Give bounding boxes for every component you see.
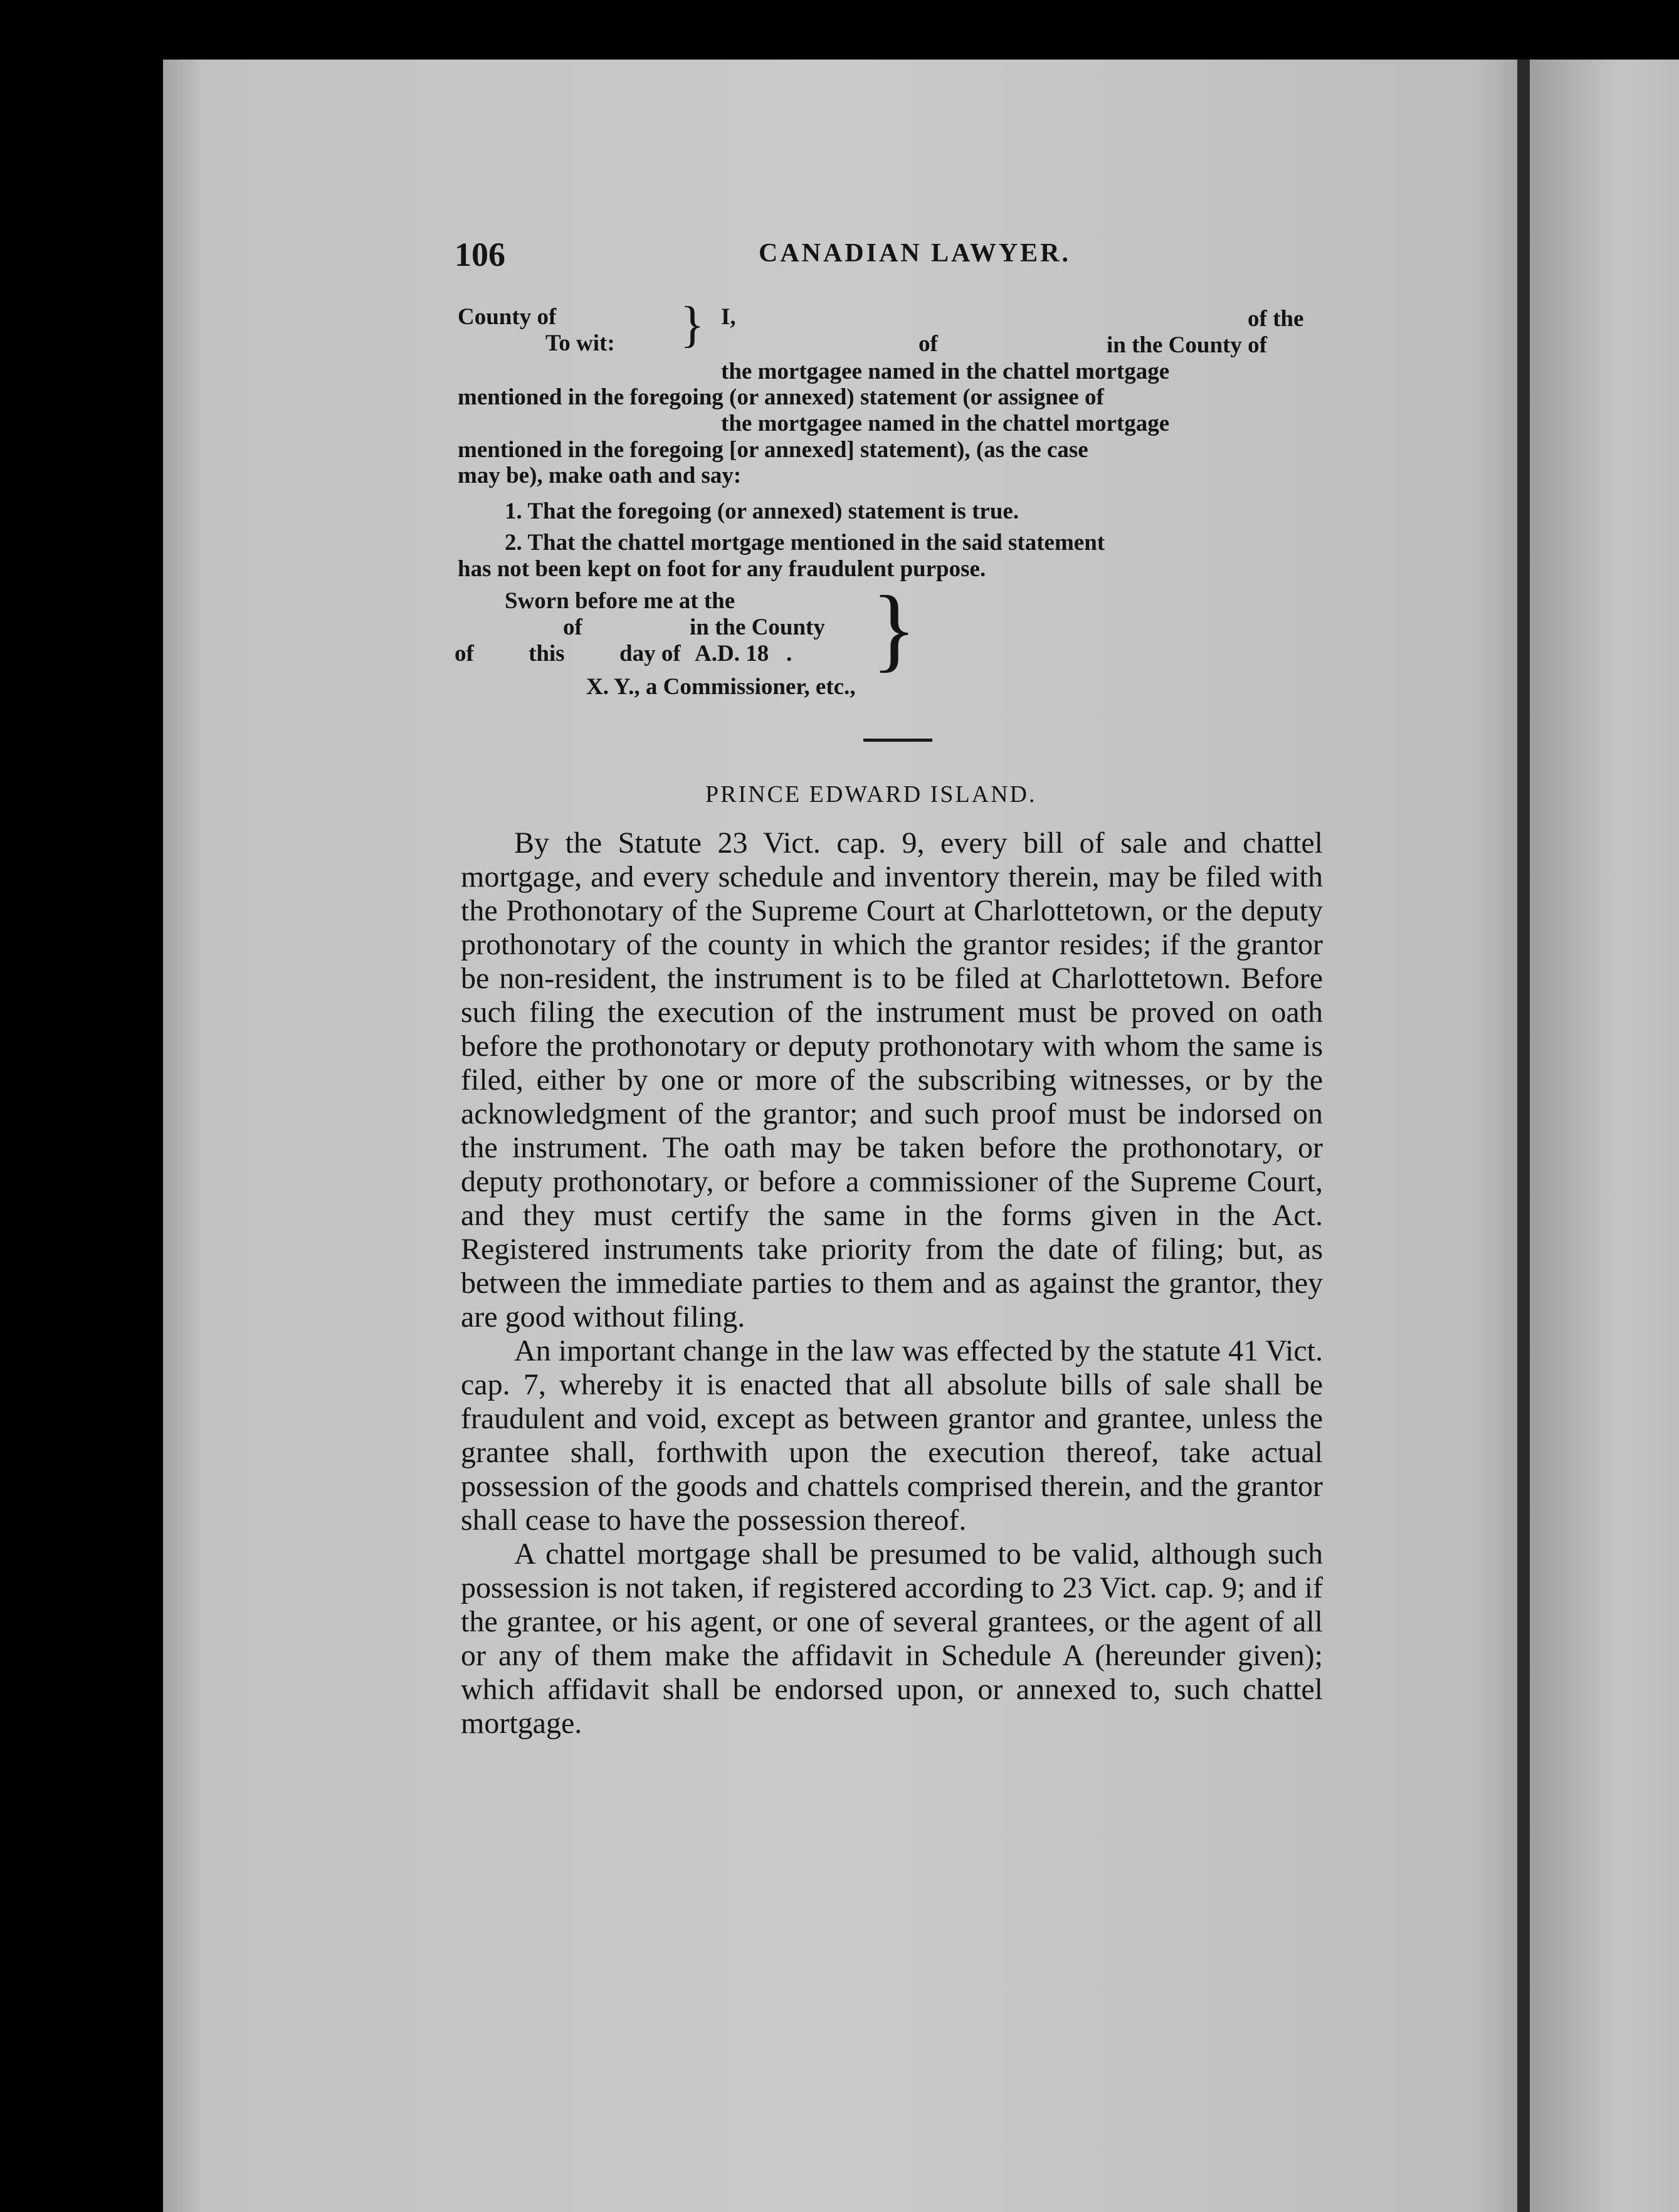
form-in-county-of: in the County of (1107, 332, 1267, 358)
jurat-ad: A.D. 18 . (695, 641, 792, 666)
section-heading: PRINCE EDWARD ISLAND. (705, 781, 1037, 808)
form-line: may be), make oath and say: (458, 463, 742, 488)
jurat-brace: } (871, 577, 917, 681)
form-item: 1. That the foregoing (or annexed) statement is true. (505, 498, 1019, 524)
page-number: 106 (455, 236, 505, 273)
page-gutter (1517, 60, 1530, 2212)
paragraph: A chattel mortgage shall be presumed to be valid, although such possession is not taken, if registered according to 23 Vict. cap. 9; and if the grantee, or his agent, or one of several grantees, or the agent of all or any of them make the affidavit in Schedule A (hereunder given); which affidavit shall be endorsed upon, or annexed to, such chattel mortgage. (461, 1537, 1323, 1740)
running-head: CANADIAN LAWYER. (759, 239, 1071, 268)
paragraph: By the Statute 23 Vict. cap. 9, every bill of sale and chattel mortgage, and every schedule and inventory therein, may be filed with the Prothonotary of the Supreme Court at Charlottetown, or the deputy prothonotary of the county in which the grantor resides; if the grantor be non-resident, the instrument is to be filed at Charlottetown. Before such filing the execution of the instrument must be proved on oath before the prothonotary or deputy prothonotary with whom the same is filed, either by one or more of the subscribing witnesses, or by the acknowledgment of the grantor; and such proof must be indorsed on the instrument. The oath may be taken before the prothonotary, or deputy prothonotary, or before a commissioner of the Supreme Court, and they must certify the same in the forms given in the Act. Registered instruments take priority from the date of filing; but, as between the immediate parties to them and as against the grantor, they are good without filing. (461, 826, 1323, 1334)
form-county-of: County of (458, 304, 557, 330)
section-divider (863, 739, 932, 742)
form-line: mentioned in the foregoing [or annexed] statement), (as the case (458, 437, 1088, 463)
form-line: the mortgagee named in the chattel mortgage (721, 411, 1170, 436)
form-of: of (918, 331, 938, 357)
form-item: 2. That the chattel mortgage mentioned in the said statement (505, 530, 1105, 556)
form-i: I, (721, 304, 736, 330)
jurat-day-of: day of (619, 641, 681, 666)
commissioner-signature: X. Y., a Commissioner, etc., (586, 674, 856, 700)
paragraph: An important change in the law was effected by the statute 41 Vict. cap. 7, whereby it is enacted that all absolute bills of sale shall be fraudulent and void, except as between grantor and grantee, unless the grantee shall, forthwith upon the execution thereof, take actual possession of the goods and chattels comprised therein, and the grantor shall cease to have the possession thereof. (461, 1334, 1323, 1537)
form-of-the: of the (1248, 306, 1304, 332)
facing-page-edge (1530, 60, 1679, 2212)
form-brace: } (680, 297, 705, 352)
form-line: the mortgagee named in the chattel mortgage (721, 359, 1170, 384)
jurat-line: Sworn before me at the (505, 588, 735, 614)
jurat-of: of (455, 641, 474, 666)
jurat-county: in the County (690, 614, 825, 640)
form-to-wit: To wit: (545, 330, 615, 356)
jurat-of: of (563, 614, 582, 640)
form-item: has not been kept on foot for any fraudulent purpose. (458, 556, 986, 582)
jurat-this: this (529, 641, 565, 666)
body-text (461, 826, 1323, 1741)
form-line: mentioned in the foregoing (or annexed) statement (or assignee of (458, 384, 1104, 410)
